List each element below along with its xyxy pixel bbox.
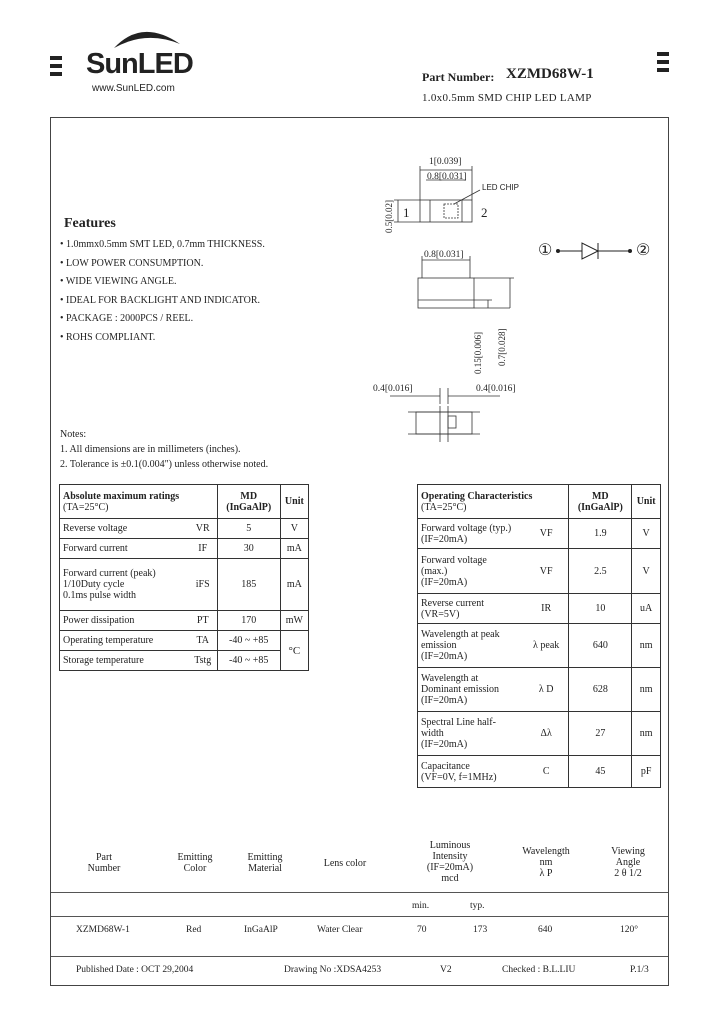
table-row: Forward voltage (typ.) (IF=20mA) VF 1.9 V (418, 519, 661, 549)
feature-item: • LOW POWER CONSUMPTION. (60, 257, 204, 269)
note-item: 2. Tolerance is ±0.1(0.004") unless otherwise noted. (60, 459, 269, 470)
feature-item: • 1.0mmx0.5mm SMT LED, 0.7mm THICKNESS. (60, 239, 265, 250)
led-chip-label: LED CHIP (482, 183, 519, 192)
dim-top-1: 1[0.039] (429, 157, 462, 167)
dim-top-2: 0.8[0.031] (427, 172, 467, 182)
sel-divider-mid (51, 916, 668, 917)
op-col-md: MD (InGaAlP) (569, 485, 632, 519)
sel-lens: Water Clear (317, 925, 363, 935)
left-marker-bars (50, 56, 62, 80)
features-list (60, 239, 265, 350)
table-row: Wavelength at peak emission (IF=20mA) λ peak 640 nm (418, 624, 661, 668)
feature-item: • ROHS COMPLIANT. (60, 331, 156, 343)
sel-view: 120° (620, 925, 639, 935)
sel-header-viewing: Viewing Angle 2 θ 1/2 (611, 846, 645, 879)
feature-item: • IDEAL FOR BACKLIGHT AND INDICATOR. (60, 294, 260, 306)
sel-header-part: Part Number (87, 852, 121, 874)
sel-header-color: Emitting Color (177, 852, 213, 874)
sel-material: InGaAlP (244, 925, 278, 935)
table-row: Spectral Line half- width (IF=20mA) Δλ 27 nm (418, 712, 661, 756)
part-number-label: Part Number: (422, 70, 495, 84)
features-title: Features (64, 216, 116, 231)
sel-header-lens: Lens color (323, 858, 367, 869)
dim-mid: 0.8[0.031] (424, 250, 464, 260)
table-row: Reverse voltage VR 5 V (60, 519, 309, 539)
part-number: XZMD68W-1 (506, 66, 594, 82)
footer-version: V2 (440, 965, 452, 975)
circuit-pin-2: ② (636, 242, 651, 259)
table-row: Power dissipation PT 170 mW (60, 611, 309, 631)
sel-part-number: XZMD68W-1 (76, 925, 130, 935)
website-link[interactable]: www.SunLED.com (92, 83, 175, 94)
diode-symbol-icon (556, 240, 634, 262)
sel-color: Red (186, 925, 202, 935)
footer-checked: Checked : B.L.LIU (502, 965, 576, 975)
sel-header-typ: typ. (470, 901, 485, 911)
footer-divider (51, 956, 668, 957)
feature-item: • WIDE VIEWING ANGLE. (60, 276, 177, 287)
dim-vertical-1: 0.15[0.006] (473, 332, 483, 374)
absolute-ratings-table (59, 484, 309, 671)
dim-bottom-right: 0.4[0.016] (476, 384, 516, 394)
table-row: Wavelength at Dominant emission (IF=20mA) λ D 628 nm (418, 668, 661, 712)
abs-col-md: MD (InGaAlP) (217, 485, 280, 519)
sel-header-material: Emitting Material (247, 852, 283, 874)
footer-drawing-no: Drawing No :XDSA4253 (284, 965, 382, 975)
sel-divider-top (51, 892, 668, 893)
table-row: Forward voltage (max.) (IF=20mA) VF 2.5 V (418, 549, 661, 594)
op-table-header: Operating Characteristics (TA=25°C) (418, 485, 569, 519)
footer-page: P.1/3 (630, 965, 649, 975)
operating-characteristics-table (417, 484, 661, 788)
footer-published-date: Published Date : OCT 29,2004 (76, 965, 194, 975)
sel-min: 70 (417, 925, 427, 935)
notes-title: Notes: (60, 429, 87, 440)
table-row: Forward current IF 30 mA (60, 539, 309, 559)
table-row: Operating temperature TA -40 ~ +85 °C (60, 631, 309, 651)
sel-header-wavelength: Wavelength nm λ P (522, 846, 570, 879)
note-item: 1. All dimensions are in millimeters (inches). (60, 444, 241, 455)
sel-typ: 173 (473, 925, 488, 935)
table-row: Forward current (peak) 1/10Duty cycle 0.1ms pulse width iFS 185 mA (60, 559, 309, 611)
package-drawing (360, 150, 540, 450)
brand-logo: SunLED (86, 48, 193, 80)
pin-1-label: 1 (403, 205, 410, 220)
logo-swoosh-icon (112, 24, 182, 50)
dim-bottom-left: 0.4[0.016] (373, 384, 413, 394)
abs-table-header: Absolute maximum ratings (TA=25°C) (60, 485, 218, 519)
dim-vertical-2: 0.7[0.028] (497, 328, 507, 366)
sel-wave: 640 (538, 925, 553, 935)
op-col-unit: Unit (632, 485, 661, 519)
right-marker-bars (657, 52, 669, 76)
sel-header-luminous: Luminous Intensity (IF=20mA) mcd (426, 840, 474, 884)
product-subtitle: 1.0x0.5mm SMD CHIP LED LAMP (422, 92, 592, 104)
table-row: Storage temperature Tstg -40 ~ +85 (60, 651, 309, 671)
sel-header-min: min. (412, 901, 430, 911)
table-row: Reverse current (VR=5V) IR 10 uA (418, 594, 661, 624)
circuit-pin-1: ① (538, 242, 553, 259)
dim-side: 0.5[0.02] (384, 200, 394, 233)
abs-col-unit: Unit (280, 485, 308, 519)
pin-2-label: 2 (481, 205, 488, 220)
feature-item: • PACKAGE : 2000PCS / REEL. (60, 313, 194, 324)
table-row: Capacitance (VF=0V, f=1MHz) C 45 pF (418, 756, 661, 788)
